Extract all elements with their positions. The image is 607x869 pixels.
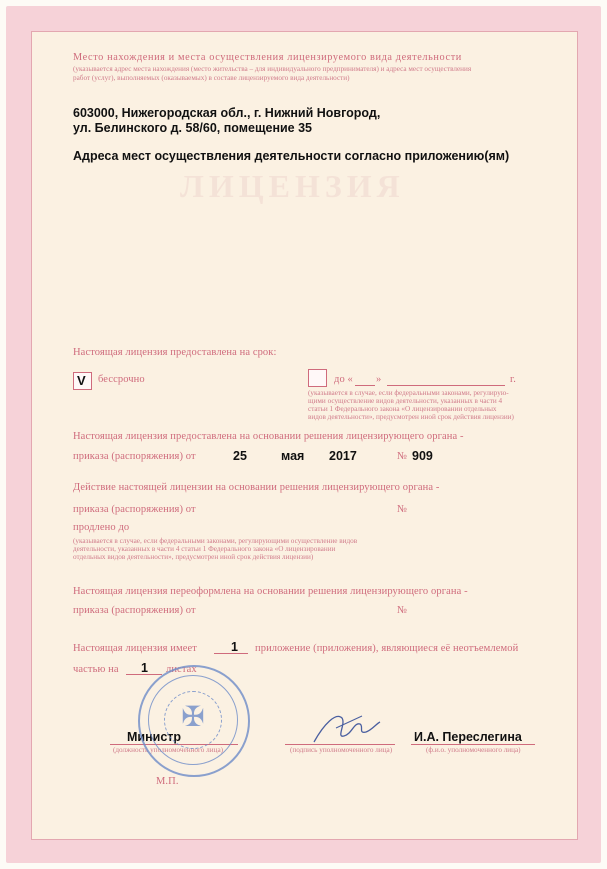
header-note-1: (указывается адрес места нахождения (место жительства – для индивидуального предпринимателя) и адреса мест осуществления (73, 65, 472, 73)
attachments-sheets-suffix: листах (166, 664, 197, 675)
attachments-part-prefix: частью на (73, 664, 119, 675)
signatory-name: И.А. Переслегина (414, 730, 522, 744)
indefinite-label: бессрочно (98, 374, 145, 385)
extension-number-label: № (397, 504, 408, 515)
term-note-2: щими осуществление видов деятельности, указанных в части 4 (308, 397, 503, 405)
official-seal (138, 665, 250, 777)
signatory-position: Министр (127, 730, 182, 744)
basis-month: мая (281, 449, 305, 463)
name-line (411, 744, 535, 745)
reissue-label: Настоящая лицензия переоформлена на основании решения лицензирующего органа - (73, 586, 468, 597)
indefinite-checkbox (73, 372, 92, 390)
until-label: до « (334, 374, 353, 385)
header-note-2: работ (услуг), выполняемых (оказываемых) в составе лицензируемого вида деятельности) (73, 74, 350, 82)
attachments-prefix: Настоящая лицензия имеет (73, 643, 197, 654)
basis-number: 909 (412, 449, 433, 463)
attachments-suffix: приложение (приложения), являющиеся её неотъемлемой (255, 643, 519, 654)
places-note: Адреса мест осуществления деятельности согласно приложению(ям) (73, 149, 510, 163)
coat-of-arms-icon: ✠ (181, 702, 205, 733)
extension-note-1: (указывается в случае, если федеральными законами, регулирующими осуществление видов (73, 537, 358, 545)
reissue-order-label: приказа (распоряжения) от (73, 605, 196, 616)
extended-label: продлено до (73, 522, 130, 533)
address-line-1: 603000, Нижегородская обл., г. Нижний Новгород, (73, 106, 381, 120)
basis-day: 25 (233, 449, 247, 463)
signature-caption: (подпись уполномоченного лица) (290, 746, 393, 754)
extension-note-2: деятельности, указанных в части 4 статьи 1 Федерального закона «О лицензировании (73, 545, 336, 553)
until-day-line (355, 385, 375, 386)
attachments-count: 1 (231, 640, 238, 654)
reissue-number-label: № (397, 605, 408, 616)
term-note-3: статьи 1 Федерального закона «О лицензировании отдельных (308, 405, 497, 413)
checkbox-mark: V (77, 373, 86, 388)
year-suffix: г. (510, 374, 516, 385)
address-line-2: ул. Белинского д. 58/60, помещение 35 (73, 121, 313, 135)
stamp-place-label: М.П. (156, 776, 179, 787)
handwritten-signature (306, 704, 386, 752)
name-caption: (ф.и.о. уполномоченного лица) (426, 746, 521, 754)
fixed-term-checkbox (308, 369, 327, 387)
term-label: Настоящая лицензия предоставлена на срок: (73, 347, 277, 358)
extension-label: Действие настоящей лицензии на основании решения лицензирующего органа - (73, 482, 440, 493)
until-quote: » (376, 374, 382, 385)
term-note-1: (указывается в случае, если федеральными законами, регулирую- (308, 389, 509, 397)
background-watermark: ЛИЦЕНЗИЯ (180, 168, 405, 204)
basis-number-label: № (397, 451, 408, 462)
basis-order-label: приказа (распоряжения) от (73, 451, 196, 462)
term-note-4: видов деятельности», предусмотрен иной срок действия лицензии) (308, 413, 514, 421)
position-caption: (должность уполномоченного лица) (113, 746, 224, 754)
attachments-sheets: 1 (141, 661, 148, 675)
extension-note-3: отдельных видов деятельности», предусмотрен иной срок действия лицензии) (73, 553, 314, 561)
basis-label: Настоящая лицензия предоставлена на основании решения лицензирующего органа - (73, 431, 464, 442)
extension-order-label: приказа (распоряжения) от (73, 504, 196, 515)
basis-year: 2017 (329, 449, 357, 463)
until-date-line (387, 385, 505, 386)
header-title: Место нахождения и места осуществления лицензируемого вида деятельности (73, 52, 462, 63)
